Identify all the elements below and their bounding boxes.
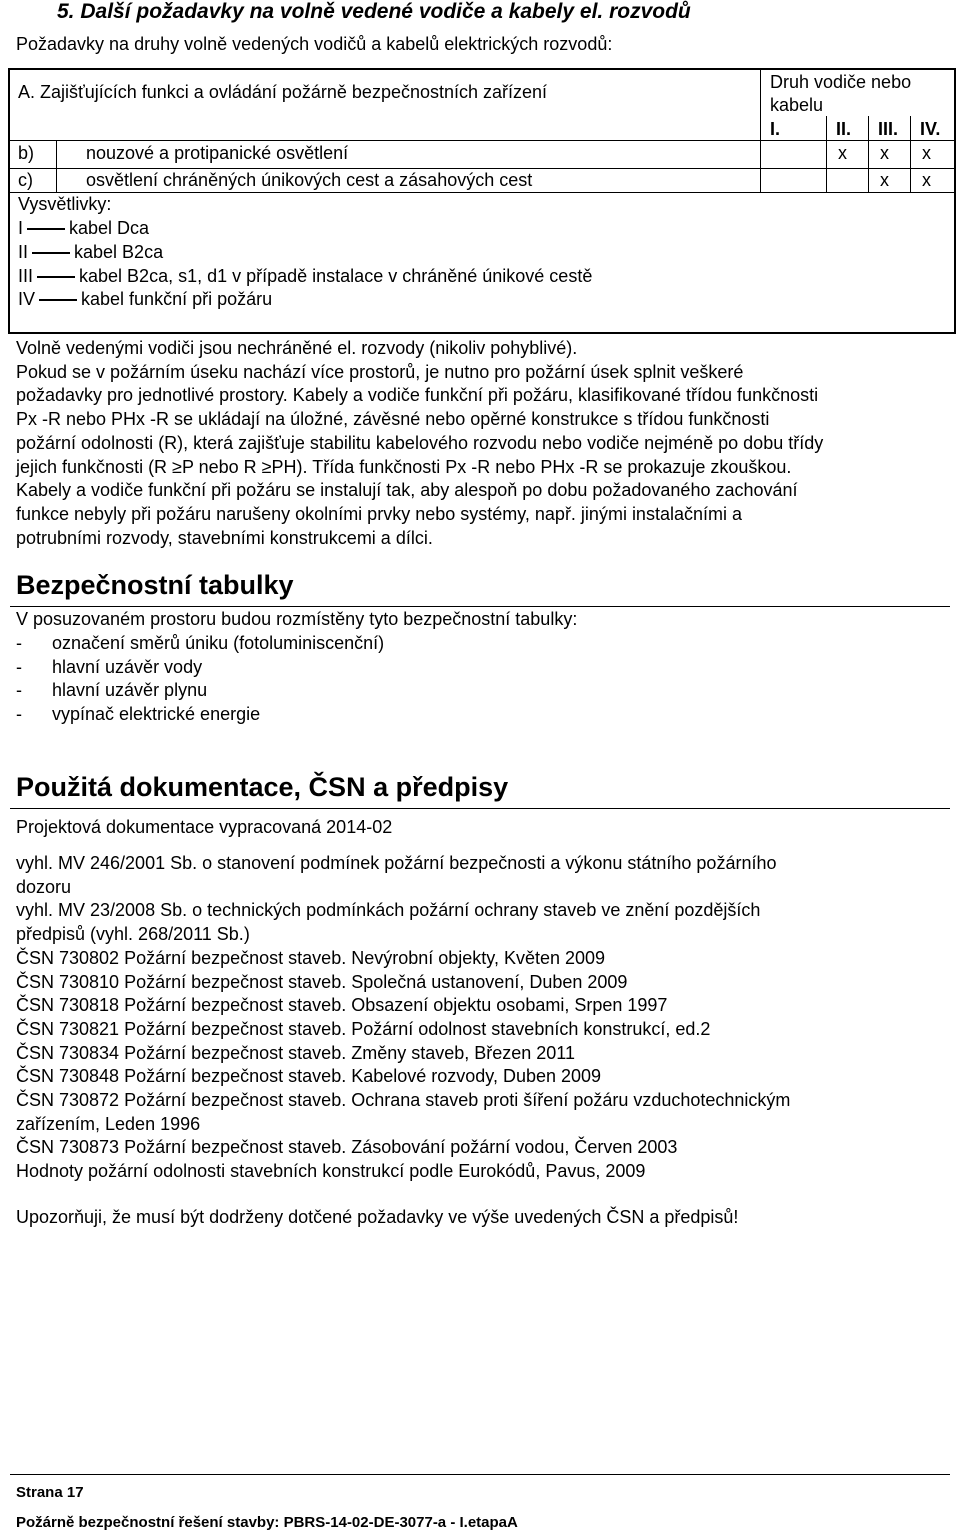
section-rule bbox=[10, 606, 950, 607]
legend-item: IV kabel funkční při požáru bbox=[18, 289, 273, 309]
row-mark: x bbox=[880, 170, 889, 190]
list-item: - hlavní uzávěr plynu bbox=[16, 680, 208, 701]
table-divider bbox=[910, 116, 911, 192]
cable-paragraph: Volně vedenými vodiči jsou nechráněné el. rozvody (nikoliv pohyblivé). Pokud se v požárním úseku nachází více prostorů, je nutno pro požární úsek splnit veškeré požadavky pro jednotlivé prostory. Kabely a vodiče funkční při požáru, klasifikované třídou funkčnosti Px -R nebo PHx -R se ukládají na úložné, závěsné nebo opěrné konstrukce s třídou funkčnosti požární odolnosti (R), která zajišťuje stabilitu kabelového rozvodu nebo vodiče nejméně po dobu třídy jejich funkčnosti (R ≥P nebo R ≥PH). Třída funkčnosti Px -R nebo PHx -R se prokazuje zkouškou. Kabely a vodiče funkční při požáru se instalují tak, aby alespoň po dobu požadovaného zachování funkce nebyly při požáru narušeny okolními prvky nebo systémy, např. jinými instalačními a potrubními rozvody, stavebními konstrukcemi a dílci. bbox=[16, 338, 824, 548]
list-item: - označení směrů úniku (fotoluminiscenční) bbox=[16, 633, 385, 653]
list-item: ČSN 730834 Požární bezpečnost staveb. Změny staveb, Březen 2011 bbox=[16, 1042, 575, 1063]
column-header: IV. bbox=[920, 119, 941, 139]
row-mark: x bbox=[922, 170, 931, 190]
list-item: ČSN 730873 Požární bezpečnost staveb. Zásobování požární vodou, Červen 2003 bbox=[16, 1137, 678, 1158]
table-section-title: A. Zajišťujících funkci a ovládání požárně bezpečnostních zařízení bbox=[18, 82, 548, 102]
column-header: II. bbox=[836, 119, 852, 139]
row-label: c) bbox=[18, 170, 33, 190]
safety-section-title: Bezpečnostní tabulky bbox=[16, 570, 294, 600]
table-divider bbox=[826, 116, 827, 192]
legend-item: II kabel B2ca bbox=[18, 242, 164, 262]
list-item: ČSN 730818 Požární bezpečnost staveb. Obsazení objektu osobami, Srpen 1997 bbox=[16, 995, 668, 1016]
list-item: ČSN 730821 Požární bezpečnost staveb. Požární odolnost stavebních konstrukcí, ed.2 bbox=[16, 1018, 711, 1039]
list-item: ČSN 730810 Požární bezpečnost staveb. Společná ustanovení, Duben 2009 bbox=[16, 971, 628, 992]
section-rule bbox=[10, 808, 950, 809]
footer-rule bbox=[10, 1474, 950, 1475]
safety-intro: V posuzovaném prostoru budou rozmístěny tyto bezpečnostní tabulky: bbox=[16, 609, 578, 629]
table-divider bbox=[10, 192, 954, 193]
footer-document-id: Požárně bezpečnostní řešení stavby: PBRS-14-02-DE-3077-a - I.etapaA bbox=[16, 1514, 518, 1531]
cable-requirements-table bbox=[8, 68, 956, 334]
section-subheading: Požadavky na druhy volně vedených vodičů a kabelů elektrických rozvodů: bbox=[16, 34, 613, 54]
warning-note: Upozorňuji, že musí být dodrženy dotčené požadavky ve výše uvedených ČSN a předpisů! bbox=[16, 1207, 739, 1227]
column-header: III. bbox=[878, 119, 899, 139]
list-item: vyhl. MV 246/2001 Sb. o stanovení podmínek požární bezpečnosti a výkonu státního požárního bbox=[16, 853, 777, 873]
table-divider bbox=[10, 140, 954, 141]
section-heading: 5. Další požadavky na volně vedené vodiče a kabely el. rozvodů bbox=[57, 0, 691, 23]
row-text: osvětlení chráněných únikových cest a zásahových cest bbox=[86, 170, 533, 190]
safety-list bbox=[16, 632, 946, 727]
row-mark: x bbox=[838, 143, 847, 163]
list-item: dozoru bbox=[16, 876, 72, 897]
page-number: Strana 17 bbox=[16, 1484, 84, 1501]
docs-section-title: Použitá dokumentace, ČSN a předpisy bbox=[16, 772, 509, 802]
table-divider bbox=[760, 70, 761, 192]
row-text: nouzové a protipanické osvětlení bbox=[86, 143, 349, 163]
row-mark: x bbox=[880, 143, 889, 163]
row-label: b) bbox=[18, 143, 35, 163]
legend-item: I kabel Dca bbox=[18, 218, 150, 238]
table-divider bbox=[868, 116, 869, 192]
list-item: ČSN 730802 Požární bezpečnost staveb. Nevýrobní objekty, Květen 2009 bbox=[16, 947, 606, 968]
table-divider bbox=[56, 140, 57, 192]
list-item: zařízením, Leden 1996 bbox=[16, 1113, 201, 1134]
table-divider bbox=[10, 168, 954, 169]
column-group-title: kabelu bbox=[770, 95, 824, 115]
list-item: - hlavní uzávěr vody bbox=[16, 656, 203, 677]
project-doc-line: Projektová dokumentace vypracovaná 2014-02 bbox=[16, 817, 393, 837]
column-group-title: Druh vodiče nebo bbox=[770, 72, 912, 92]
list-item: ČSN 730848 Požární bezpečnost staveb. Kabelové rozvody, Duben 2009 bbox=[16, 1066, 602, 1087]
column-header: I. bbox=[770, 119, 781, 139]
legend-item: III kabel B2ca, s1, d1 v případě instalace v chráněné únikové cestě bbox=[18, 266, 593, 286]
list-item: ČSN 730872 Požární bezpečnost staveb. Ochrana staveb proti šíření požáru vzduchotechnickým bbox=[16, 1090, 791, 1111]
legend-title: Vysvětlivky: bbox=[18, 194, 112, 214]
list-item: vyhl. MV 23/2008 Sb. o technických podmínkách požární ochrany staveb ve znění pozdějších bbox=[16, 900, 761, 921]
list-item: předpisů (vyhl. 268/2011 Sb.) bbox=[16, 924, 250, 945]
list-item: Hodnoty požární odolnosti stavebních konstrukcí podle Eurokódů, Pavus, 2009 bbox=[16, 1161, 646, 1182]
row-mark: x bbox=[922, 143, 931, 163]
list-item: - vypínač elektrické energie bbox=[16, 704, 261, 725]
standards-list bbox=[16, 852, 946, 1184]
